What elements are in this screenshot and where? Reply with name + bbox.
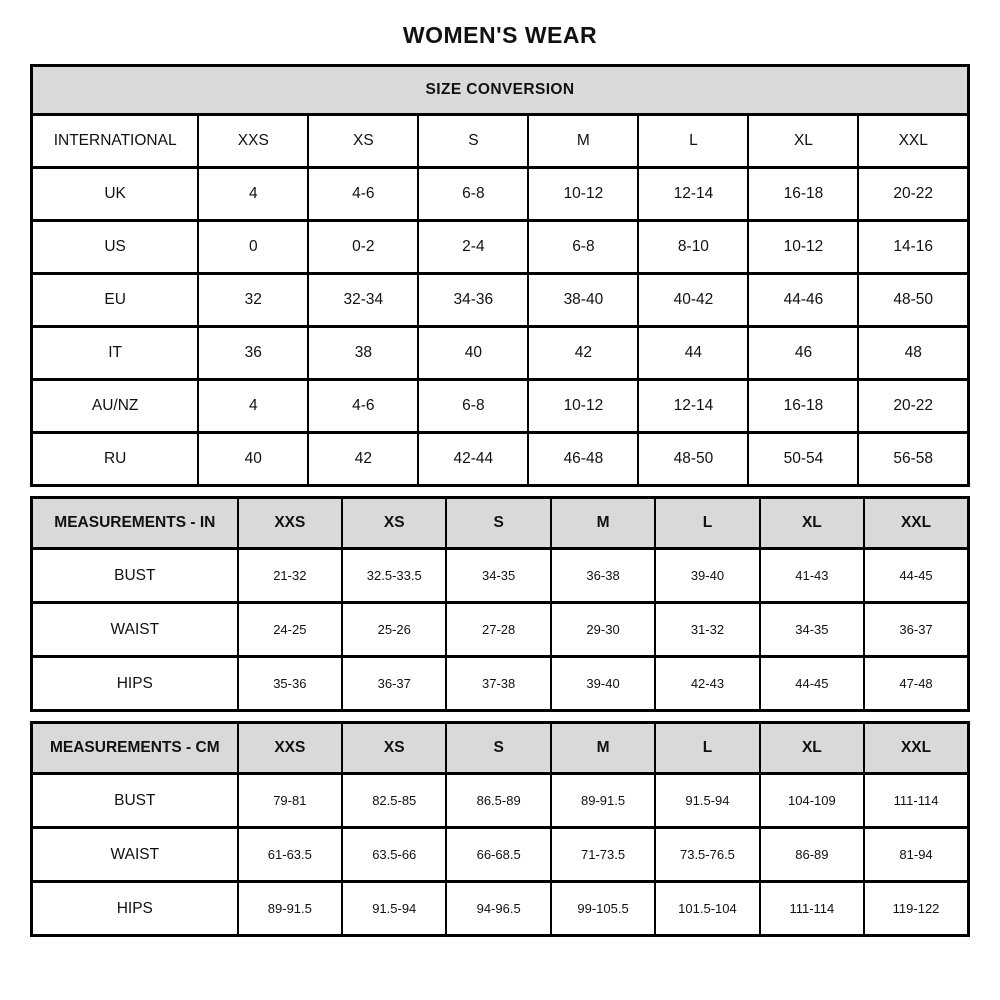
value-cell: 12-14 — [638, 380, 748, 433]
value-cell: 81-94 — [864, 828, 968, 882]
row-label: AU/NZ — [32, 380, 199, 433]
column-header: XXS — [238, 498, 342, 549]
value-cell: 40 — [198, 433, 308, 486]
value-cell: 41-43 — [760, 549, 864, 603]
table-row — [32, 168, 969, 221]
row-label: UK — [32, 168, 199, 221]
value-cell: 46-48 — [528, 433, 638, 486]
value-cell: 34-35 — [760, 603, 864, 657]
table-row — [32, 828, 969, 882]
value-cell: 29-30 — [551, 603, 655, 657]
column-header: XXL — [864, 498, 968, 549]
value-cell: 6-8 — [528, 221, 638, 274]
value-cell: 99-105.5 — [551, 882, 655, 936]
value-cell: 50-54 — [748, 433, 858, 486]
value-cell: 6-8 — [418, 168, 528, 221]
table-title-cell: MEASUREMENTS - CM — [32, 723, 238, 774]
value-cell: 0-2 — [308, 221, 418, 274]
table-row — [32, 380, 969, 433]
value-cell: 10-12 — [528, 380, 638, 433]
column-header: XXL — [864, 723, 968, 774]
value-cell: 14-16 — [858, 221, 968, 274]
measurements-cm-table — [30, 721, 970, 937]
value-cell: 86-89 — [760, 828, 864, 882]
value-cell: 89-91.5 — [551, 774, 655, 828]
value-cell: 111-114 — [864, 774, 968, 828]
value-cell: 4-6 — [308, 168, 418, 221]
value-cell: 63.5-66 — [342, 828, 446, 882]
table-row — [32, 882, 969, 936]
value-cell: 89-91.5 — [238, 882, 342, 936]
value-cell: 34-36 — [418, 274, 528, 327]
size-conversion-table — [30, 64, 970, 487]
column-header: XS — [342, 498, 446, 549]
value-cell: 40 — [418, 327, 528, 380]
column-header: S — [446, 723, 550, 774]
column-header: L — [655, 723, 759, 774]
value-cell: 20-22 — [858, 380, 968, 433]
value-cell: 10-12 — [528, 168, 638, 221]
value-cell: 36-38 — [551, 549, 655, 603]
row-label: US — [32, 221, 199, 274]
table-row — [32, 433, 969, 486]
column-header: XXS — [198, 115, 308, 168]
table-row — [32, 221, 969, 274]
page-title: WOMEN'S WEAR — [402, 22, 598, 48]
column-header-row — [32, 498, 969, 549]
value-cell: 86.5-89 — [446, 774, 550, 828]
value-cell: 119-122 — [864, 882, 968, 936]
value-cell: 48-50 — [638, 433, 748, 486]
value-cell: 31-32 — [655, 603, 759, 657]
value-cell: 39-40 — [551, 657, 655, 711]
row-label: EU — [32, 274, 199, 327]
value-cell: 61-63.5 — [238, 828, 342, 882]
value-cell: 66-68.5 — [446, 828, 550, 882]
column-header-row — [32, 115, 969, 168]
column-header: S — [446, 498, 550, 549]
column-header: S — [418, 115, 528, 168]
value-cell: 48-50 — [858, 274, 968, 327]
column-header: L — [638, 115, 748, 168]
row-label: BUST — [32, 549, 238, 603]
value-cell: 111-114 — [760, 882, 864, 936]
table-title-cell: INTERNATIONAL — [32, 115, 199, 168]
value-cell: 42-44 — [418, 433, 528, 486]
value-cell: 8-10 — [638, 221, 748, 274]
column-header: L — [655, 498, 759, 549]
value-cell: 38 — [308, 327, 418, 380]
table-row — [32, 657, 969, 711]
row-label: WAIST — [32, 603, 238, 657]
column-header: XL — [748, 115, 858, 168]
value-cell: 27-28 — [446, 603, 550, 657]
row-label: WAIST — [32, 828, 238, 882]
value-cell: 2-4 — [418, 221, 528, 274]
value-cell: 34-35 — [446, 549, 550, 603]
value-cell: 91.5-94 — [342, 882, 446, 936]
value-cell: 36-37 — [864, 603, 968, 657]
value-cell: 4 — [198, 168, 308, 221]
value-cell: 71-73.5 — [551, 828, 655, 882]
table-row — [32, 549, 969, 603]
value-cell: 39-40 — [655, 549, 759, 603]
value-cell: 37-38 — [446, 657, 550, 711]
row-label: BUST — [32, 774, 238, 828]
value-cell: 44-46 — [748, 274, 858, 327]
value-cell: 44 — [638, 327, 748, 380]
table-row — [32, 774, 969, 828]
column-header: XS — [342, 723, 446, 774]
row-label: RU — [32, 433, 199, 486]
value-cell: 12-14 — [638, 168, 748, 221]
value-cell: 56-58 — [858, 433, 968, 486]
value-cell: 32.5-33.5 — [342, 549, 446, 603]
measurements-in-table — [30, 496, 970, 712]
value-cell: 40-42 — [638, 274, 748, 327]
table-row — [32, 274, 969, 327]
banner-row — [32, 66, 969, 115]
row-label: HIPS — [32, 882, 238, 936]
value-cell: 38-40 — [528, 274, 638, 327]
value-cell: 36 — [198, 327, 308, 380]
column-header-row — [32, 723, 969, 774]
value-cell: 4 — [198, 380, 308, 433]
table-title-cell: MEASUREMENTS - IN — [32, 498, 238, 549]
value-cell: 25-26 — [342, 603, 446, 657]
column-header: XXL — [858, 115, 968, 168]
value-cell: 79-81 — [238, 774, 342, 828]
column-header: M — [528, 115, 638, 168]
table-banner: SIZE CONVERSION — [32, 66, 969, 115]
table-row — [32, 603, 969, 657]
value-cell: 73.5-76.5 — [655, 828, 759, 882]
value-cell: 42-43 — [655, 657, 759, 711]
value-cell: 0 — [198, 221, 308, 274]
column-header: M — [551, 498, 655, 549]
column-header: XL — [760, 498, 864, 549]
value-cell: 48 — [858, 327, 968, 380]
value-cell: 47-48 — [864, 657, 968, 711]
value-cell: 42 — [528, 327, 638, 380]
value-cell: 46 — [748, 327, 858, 380]
value-cell: 24-25 — [238, 603, 342, 657]
value-cell: 44-45 — [760, 657, 864, 711]
row-label: IT — [32, 327, 199, 380]
value-cell: 82.5-85 — [342, 774, 446, 828]
value-cell: 35-36 — [238, 657, 342, 711]
value-cell: 16-18 — [748, 168, 858, 221]
value-cell: 4-6 — [308, 380, 418, 433]
value-cell: 104-109 — [760, 774, 864, 828]
column-header: XL — [760, 723, 864, 774]
column-header: XXS — [238, 723, 342, 774]
value-cell: 20-22 — [858, 168, 968, 221]
table-row — [32, 327, 969, 380]
value-cell: 6-8 — [418, 380, 528, 433]
value-cell: 94-96.5 — [446, 882, 550, 936]
column-header: M — [551, 723, 655, 774]
value-cell: 32-34 — [308, 274, 418, 327]
value-cell: 42 — [308, 433, 418, 486]
value-cell: 91.5-94 — [655, 774, 759, 828]
value-cell: 32 — [198, 274, 308, 327]
value-cell: 44-45 — [864, 549, 968, 603]
value-cell: 16-18 — [748, 380, 858, 433]
column-header: XS — [308, 115, 418, 168]
value-cell: 10-12 — [748, 221, 858, 274]
value-cell: 21-32 — [238, 549, 342, 603]
value-cell: 101.5-104 — [655, 882, 759, 936]
value-cell: 36-37 — [342, 657, 446, 711]
row-label: HIPS — [32, 657, 238, 711]
